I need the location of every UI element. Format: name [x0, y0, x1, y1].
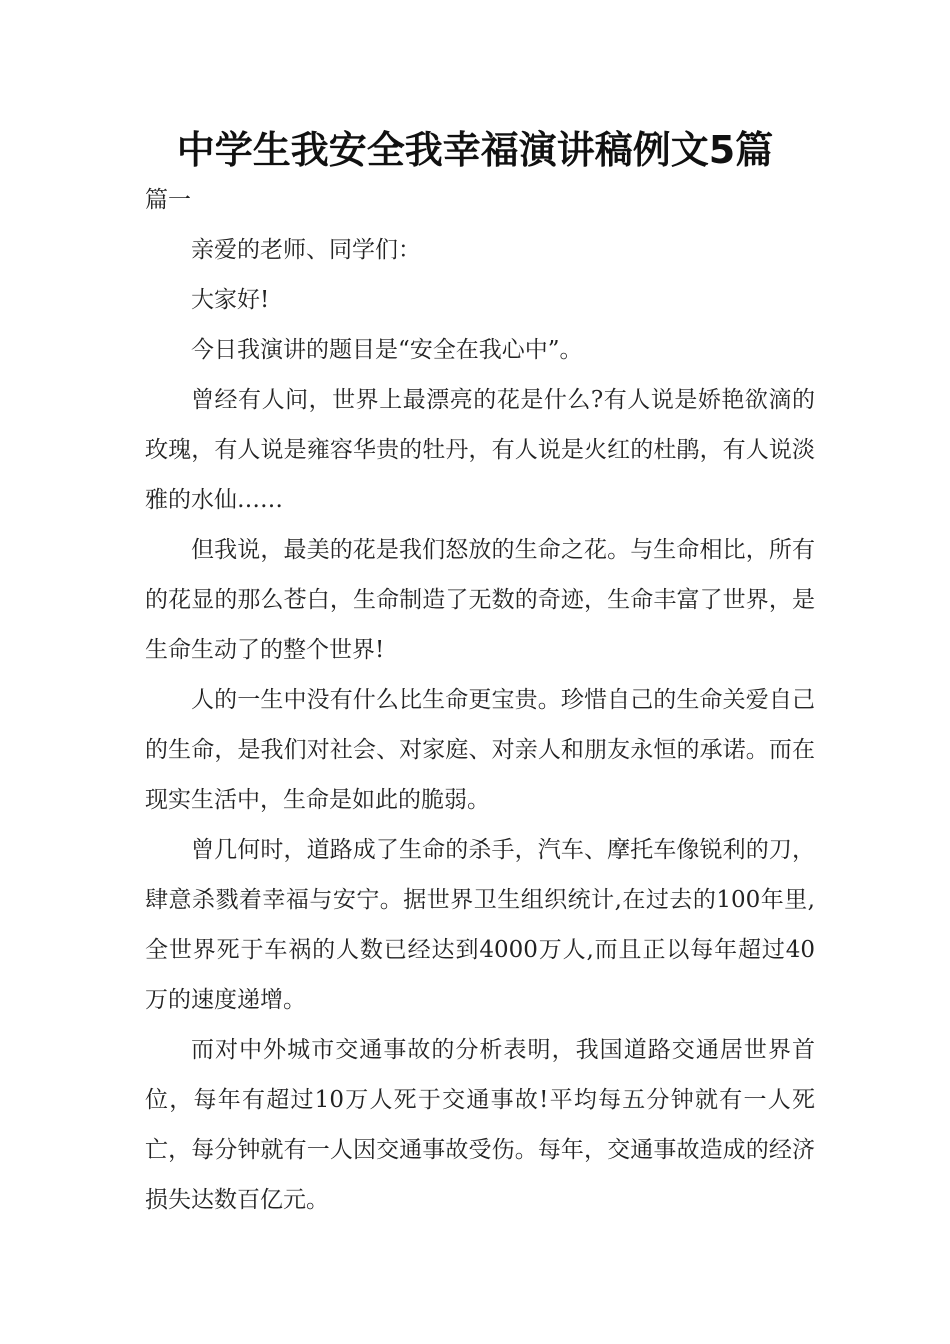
- paragraph-flowers: 曾经有人问，世界上最漂亮的花是什么?有人说是娇艳欲滴的玫瑰，有人说是雍容华贵的牡丹，有人说是火红的杜鹃，有人说淡雅的水仙……: [145, 387, 815, 513]
- paragraph-greeting: 亲爱的老师、同学们：: [191, 237, 421, 263]
- paragraph-life-precious: 人的一生中没有什么比生命更宝贵。珍惜自己的生命关爱自己的生命，是我们对社会、对家庭、对亲人和朋友永恒的承诺。而在现实生活中，生命是如此的脆弱。: [145, 687, 815, 813]
- paragraph-topic: 今日我演讲的题目是“安全在我心中”。: [191, 337, 583, 363]
- document-title: 中学生我安全我幸福演讲稿例文5篇: [176, 128, 774, 172]
- paragraph-road-danger: 曾几何时，道路成了生命的杀手，汽车、摩托车像锐利的刀，肆意杀戮着幸福与安宁。据世界卫生组织统计,在过去的100年里,全世界死于车祸的人数已经达到4000万人,而且正以每年超过40万的速度递增。: [145, 837, 815, 1013]
- paragraph-hello: 大家好!: [191, 287, 270, 313]
- section-label: 篇一: [145, 187, 191, 213]
- document-body: [145, 225, 815, 1225]
- paragraph-life-flower: 但我说，最美的花是我们怒放的生命之花。与生命相比，所有的花显的那么苍白，生命制造了无数的奇迹，生命丰富了世界，是生命生动了的整个世界!: [145, 537, 815, 663]
- paragraph-traffic-stats: 而对中外城市交通事故的分析表明，我国道路交通居世界首位，每年有超过10万人死于交通事故!平均每五分钟就有一人死亡，每分钟就有一人因交通事故受伤。每年，交通事故造成的经济损失达数百亿元。: [145, 1037, 815, 1213]
